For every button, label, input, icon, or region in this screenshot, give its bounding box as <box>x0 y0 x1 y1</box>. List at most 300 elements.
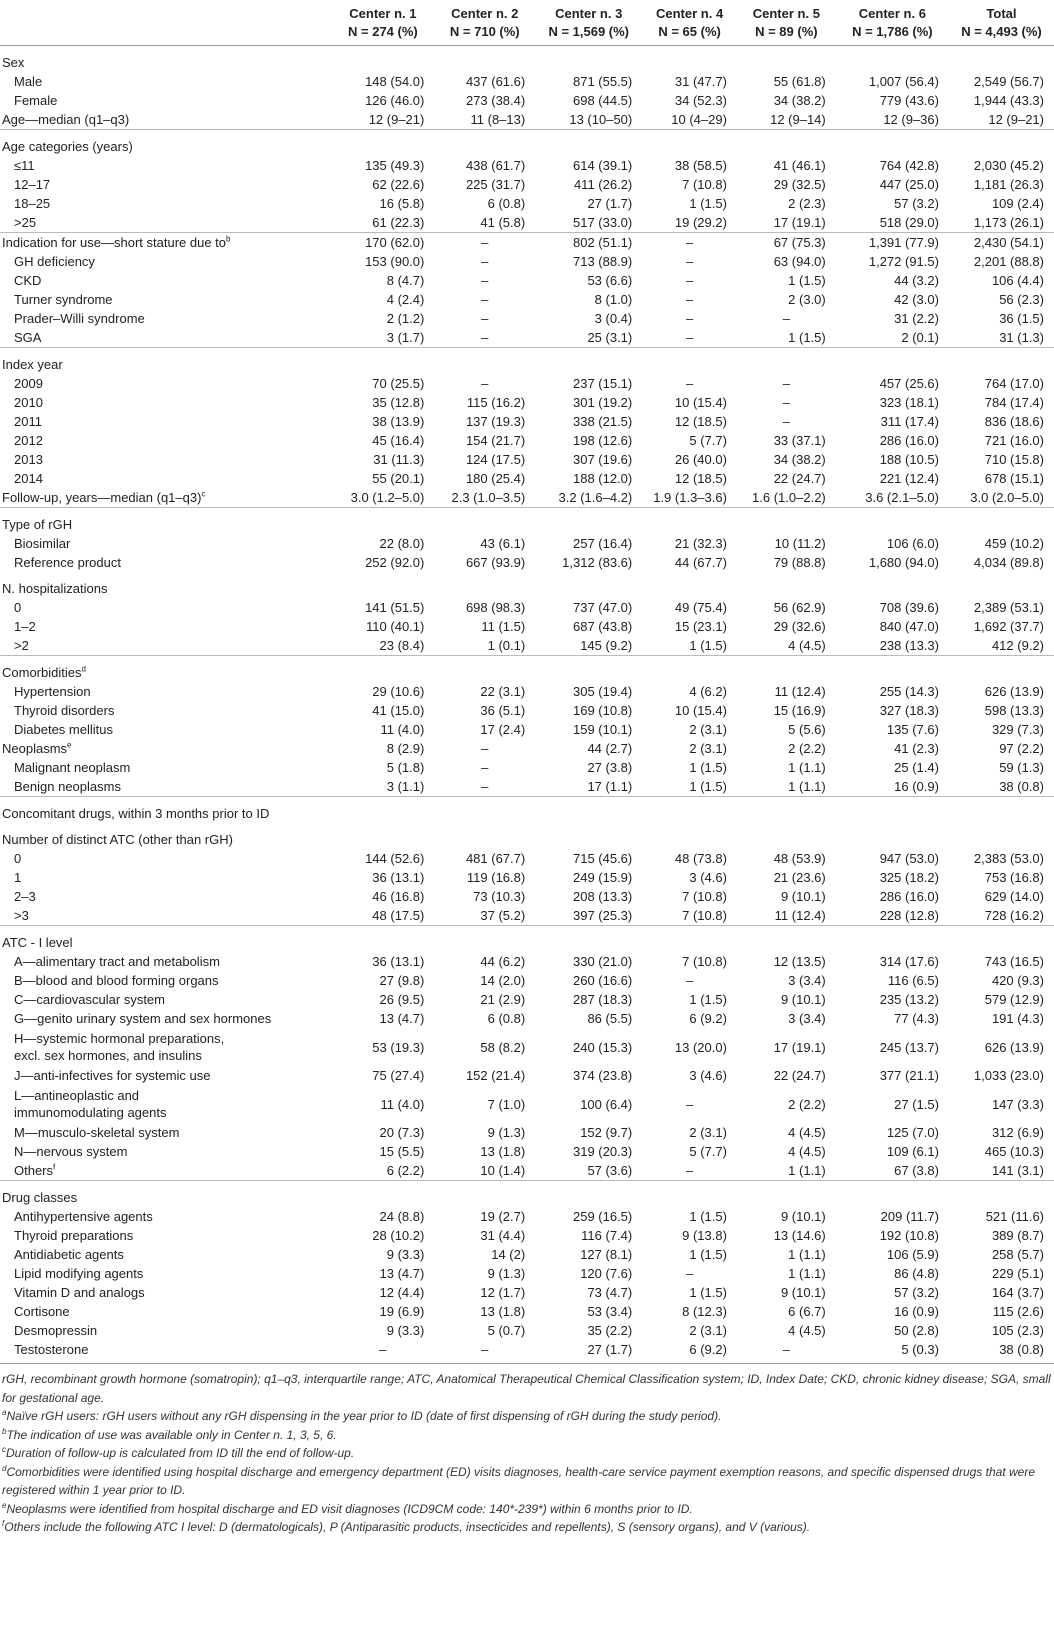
row-label <box>0 868 331 887</box>
table-row <box>0 412 1054 431</box>
row-label <box>0 1340 331 1359</box>
table-row <box>0 309 1054 328</box>
center-cell: 1 (1.5) <box>689 992 727 1007</box>
center-cell: 1 (0.1) <box>487 638 526 653</box>
center-cell: 19 (29.2) <box>674 215 727 230</box>
table-row <box>0 636 1054 656</box>
empty-cell <box>331 572 434 598</box>
center-cell: 2 (2.2) <box>788 1096 826 1112</box>
center-cell: 12 (4.4) <box>379 1285 425 1300</box>
center-cell: – <box>481 311 489 326</box>
total-cell: 329 (7.3) <box>991 722 1044 737</box>
center-cell: 154 (21.7) <box>465 433 526 448</box>
center-cell: 11 (4.0) <box>380 722 425 737</box>
row-label <box>0 233 331 253</box>
footnote-marker: c <box>2 1445 6 1454</box>
header-center-name: Center n. 6 <box>858 6 926 21</box>
table-row <box>0 1264 1054 1283</box>
center-cell: 518 (29.0) <box>879 215 939 230</box>
total-cell: 1,944 (43.3) <box>973 93 1044 108</box>
center-cell: – <box>685 1266 694 1281</box>
table-row <box>0 777 1054 797</box>
table-row <box>0 906 1054 926</box>
row-label-text: Concomitant drugs, within 3 months prior to ID <box>2 805 270 821</box>
center-cell: 9 (10.1) <box>780 889 826 904</box>
center-cell: 116 (7.4) <box>581 1228 633 1243</box>
table-row <box>0 887 1054 906</box>
footnote-marker: e <box>2 1500 7 1510</box>
total-cell: 36 (1.5) <box>999 311 1044 326</box>
total-cell: 2,430 (54.1) <box>949 233 1054 253</box>
footnote-marker: e <box>67 740 72 750</box>
total-cell: 629 (14.0) <box>984 889 1044 904</box>
center-cell: 188 (12.0) <box>572 471 633 486</box>
center-cell: 19 (2.7) <box>480 1209 526 1224</box>
row-label <box>0 1264 331 1283</box>
total-cell: 38 (0.8) <box>999 779 1044 794</box>
center-cell: 779 (43.6) <box>879 93 939 108</box>
center-cell: 153 (90.0) <box>365 254 425 269</box>
table-row <box>0 1142 1054 1161</box>
center-cell: 1 (1.5) <box>689 1209 727 1224</box>
center-cell: 2 (3.1) <box>689 741 727 756</box>
center-cell: 5 (7.7) <box>689 433 727 448</box>
center-cell: 1 (1.5) <box>788 330 826 345</box>
row-label-text: ≤11 <box>14 158 35 173</box>
empty-cell <box>737 926 836 953</box>
center-cell: 15 (16.9) <box>773 703 826 718</box>
row-label-text: 2012 <box>14 433 43 448</box>
row-label <box>0 1066 331 1085</box>
empty-cell <box>434 823 535 849</box>
center-cell: 330 (21.0) <box>572 954 633 969</box>
header-center-name: Center n. 3 <box>555 6 623 21</box>
row-label-text: 0 <box>14 851 22 866</box>
table-row <box>0 393 1054 412</box>
center-cell: 252 (92.0) <box>365 555 425 570</box>
center-cell: – <box>685 1163 694 1178</box>
table-row <box>0 1009 1054 1028</box>
row-label-text: G—genito urinary system and sex hormones <box>14 1011 272 1026</box>
center-cell: 301 (19.2) <box>572 395 633 410</box>
center-cell: 2 (1.2) <box>386 311 425 326</box>
table-row <box>0 488 1054 508</box>
center-cell: 12 (13.5) <box>773 954 826 969</box>
center-cell: 11 (8–13) <box>470 112 526 127</box>
total-cell: 598 (13.3) <box>984 703 1044 718</box>
empty-cell <box>737 508 836 535</box>
row-label <box>0 72 331 91</box>
center-cell: 2 (3.0) <box>788 292 826 307</box>
center-cell: 708 (39.6) <box>879 600 939 615</box>
table-row <box>0 990 1054 1009</box>
center-cell: 7 (1.0) <box>487 1096 526 1112</box>
center-cell: 73 (4.7) <box>587 1285 633 1300</box>
center-cell: 1 (1.1) <box>788 779 826 794</box>
center-cell: 57 (3.2) <box>894 196 939 211</box>
empty-cell <box>535 797 642 824</box>
empty-cell <box>737 1181 836 1208</box>
row-label-text: Thyroid disorders <box>14 703 115 718</box>
center-cell: 314 (17.6) <box>879 954 939 969</box>
row-label <box>0 130 331 157</box>
center-cell: 44 (2.7) <box>587 741 633 756</box>
row-label-text: Benign neoplasms <box>14 779 121 794</box>
total-cell: 412 (9.2) <box>991 638 1044 653</box>
empty-cell <box>535 1181 642 1208</box>
header-center-1 <box>331 0 434 46</box>
center-cell: 16 (0.9) <box>894 1304 939 1319</box>
center-cell: 687 (43.8) <box>572 619 633 634</box>
empty-cell <box>836 656 949 683</box>
center-cell: 7 (10.8) <box>682 889 727 904</box>
center-cell: – <box>782 395 790 410</box>
header-label-cell <box>0 0 331 46</box>
empty-cell <box>535 656 642 683</box>
center-cell: 25 (1.4) <box>894 760 939 775</box>
row-label-text: 2014 <box>14 471 43 486</box>
total-cell: 764 (17.0) <box>984 376 1044 391</box>
row-label <box>0 823 331 849</box>
center-cell: 61 (22.3) <box>372 215 425 230</box>
center-cell: 106 (5.9) <box>886 1247 939 1262</box>
total-cell: 836 (18.6) <box>984 414 1044 429</box>
center-cell: 1,272 (91.5) <box>868 254 939 269</box>
center-cell: 323 (18.1) <box>879 395 939 410</box>
total-cell: 97 (2.2) <box>999 741 1044 756</box>
center-cell: 8 (2.9) <box>386 741 425 756</box>
row-label <box>0 393 331 412</box>
row-label <box>0 777 331 797</box>
center-cell: 16 (0.9) <box>894 779 939 794</box>
center-cell: 27 (1.7) <box>587 196 633 211</box>
row-label-text: 2011 <box>14 414 42 429</box>
empty-cell <box>434 572 535 598</box>
center-cell: 319 (20.3) <box>572 1144 633 1159</box>
center-cell: 667 (93.9) <box>465 555 526 570</box>
footnote-text: Neoplasms were identified from hospital discharge and ED visit diagnoses (ICD9CM code: 140*-239*) within 6 months prior to ID. <box>6 1501 693 1516</box>
total-cell: 420 (9.3) <box>991 973 1044 988</box>
center-cell: 4 (6.2) <box>689 684 727 699</box>
footnote <box>2 1500 1052 1519</box>
center-cell: 698 (44.5) <box>572 93 633 108</box>
row-label <box>0 1321 331 1340</box>
center-cell: 198 (12.6) <box>572 433 633 448</box>
center-cell: 12 (18.5) <box>674 471 727 486</box>
center-cell: 38 (13.9) <box>372 414 425 429</box>
center-cell: 8 (12.3) <box>682 1304 727 1319</box>
table-row <box>0 849 1054 868</box>
center-cell: 17 (1.1) <box>587 779 633 794</box>
row-label-text: H—systemic hormonal preparations, <box>14 1031 225 1046</box>
center-cell: 36 (5.1) <box>480 703 526 718</box>
total-cell: 1,692 (37.7) <box>973 619 1044 634</box>
footnote-marker: a <box>2 1408 7 1417</box>
center-cell: 259 (16.5) <box>572 1209 633 1224</box>
center-cell: 9 (10.1) <box>780 992 826 1007</box>
center-cell: 9 (13.8) <box>682 1228 727 1243</box>
row-label-text: Hypertension <box>14 684 91 699</box>
center-cell: 447 (25.0) <box>879 177 939 192</box>
center-cell: 802 (51.1) <box>535 233 642 253</box>
center-cell: – <box>642 233 737 253</box>
row-label <box>0 1161 331 1181</box>
row-label <box>0 656 331 683</box>
center-cell: 21 (32.3) <box>674 536 727 551</box>
row-label-text: Testosterone <box>14 1342 89 1357</box>
center-cell: 135 (49.3) <box>365 158 425 173</box>
center-cell: 1,312 (83.6) <box>562 555 633 570</box>
center-cell: 15 (5.5) <box>379 1144 425 1159</box>
row-label-text: >2 <box>14 638 29 653</box>
center-cell: – <box>685 330 694 345</box>
header-center-5 <box>737 0 836 46</box>
center-cell: 27 (1.5) <box>894 1096 939 1112</box>
table-row <box>0 1283 1054 1302</box>
header-center-2 <box>434 0 535 46</box>
center-cell: 240 (15.3) <box>572 1039 633 1055</box>
header-center-name: Center n. 4 <box>656 6 724 21</box>
table-row <box>0 971 1054 990</box>
total-cell: 164 (3.7) <box>991 1285 1044 1300</box>
row-label <box>0 598 331 617</box>
table-row <box>0 1066 1054 1085</box>
center-cell: 2 (0.1) <box>901 330 939 345</box>
center-cell: 1 (1.1) <box>788 1266 826 1281</box>
table-row <box>0 701 1054 720</box>
center-cell: 26 (9.5) <box>379 992 425 1007</box>
table-row <box>0 1226 1054 1245</box>
center-cell: 1,007 (56.4) <box>868 74 939 89</box>
center-cell: – <box>782 1342 790 1357</box>
empty-cell <box>737 572 836 598</box>
section-header-row <box>0 348 1054 375</box>
section-header-row <box>0 1181 1054 1208</box>
center-cell: 58 (8.2) <box>480 1039 526 1055</box>
footnote-marker: d <box>2 1463 7 1473</box>
row-label <box>0 701 331 720</box>
center-cell: – <box>685 1096 694 1112</box>
table-row <box>0 1085 1054 1123</box>
center-cell: 249 (15.9) <box>572 870 633 885</box>
row-label-text: 18–25 <box>14 196 51 211</box>
section-header-row <box>0 823 1054 849</box>
center-cell: 9 (3.3) <box>386 1247 425 1262</box>
center-cell: 17 (19.1) <box>773 215 826 230</box>
center-cell: 43 (6.1) <box>480 536 526 551</box>
row-label-text: Prader–Willi syndrome <box>14 311 145 326</box>
row-label-text: CKD <box>14 273 42 288</box>
center-cell: 2 (2.2) <box>788 741 826 756</box>
row-label <box>0 1283 331 1302</box>
center-cell: 5 (7.7) <box>689 1144 727 1159</box>
row-label <box>0 91 331 110</box>
row-label-text: Malignant neoplasm <box>14 760 131 775</box>
row-label-text: 2010 <box>14 395 43 410</box>
footnote <box>2 1463 1052 1500</box>
empty-cell <box>949 572 1054 598</box>
row-label-text: 1–2 <box>14 619 36 634</box>
header-center-name: Center n. 5 <box>752 6 820 21</box>
table-row <box>0 374 1054 393</box>
center-cell: 27 (3.8) <box>587 760 633 775</box>
empty-cell <box>331 508 434 535</box>
center-cell: 44 (6.2) <box>480 954 526 969</box>
center-cell: 228 (12.8) <box>879 908 939 923</box>
row-label-text: L—antineoplastic and <box>14 1088 140 1103</box>
center-cell: – <box>481 1342 489 1357</box>
empty-cell <box>642 130 737 157</box>
row-label <box>0 1226 331 1245</box>
center-cell: 41 (46.1) <box>773 158 826 173</box>
header-center-n: N = 65 (%) <box>658 24 721 39</box>
empty-cell <box>949 130 1054 157</box>
center-cell: 62 (22.6) <box>372 177 425 192</box>
table-row <box>0 252 1054 271</box>
center-cell: 2 (2.3) <box>788 196 826 211</box>
center-cell: 119 (16.8) <box>466 870 526 885</box>
center-cell: 41 (2.3) <box>894 741 939 756</box>
table-row <box>0 598 1054 617</box>
center-cell: 67 (3.8) <box>894 1163 939 1178</box>
row-label-text: Sex <box>2 54 25 70</box>
center-cell: 208 (13.3) <box>572 889 633 904</box>
row-label <box>0 1181 331 1208</box>
empty-cell <box>434 1181 535 1208</box>
row-label-text: Drug classes <box>2 1189 78 1205</box>
row-label-text: B—blood and blood forming organs <box>14 973 219 988</box>
center-cell: 517 (33.0) <box>572 215 633 230</box>
table-row <box>0 233 1054 253</box>
center-cell: 57 (3.6) <box>587 1163 633 1178</box>
center-cell: 22 (3.1) <box>480 684 526 699</box>
center-cell: 235 (13.2) <box>879 992 939 1007</box>
section-header-row <box>0 797 1054 824</box>
total-cell: 258 (5.7) <box>991 1247 1044 1262</box>
total-cell: 3.0 (2.0–5.0) <box>970 490 1044 505</box>
center-cell: 764 (42.8) <box>879 158 939 173</box>
empty-cell <box>949 823 1054 849</box>
center-cell: 137 (19.3) <box>465 414 526 429</box>
row-label-text: Indication for use—short stature due to <box>2 235 227 250</box>
center-cell: 13 (1.8) <box>480 1144 526 1159</box>
row-label <box>0 849 331 868</box>
center-cell: 8 (1.0) <box>594 292 633 307</box>
center-cell: 2 (3.1) <box>689 722 727 737</box>
empty-cell <box>331 130 434 157</box>
row-label <box>0 309 331 328</box>
row-label-text: Type of rGH <box>2 516 73 532</box>
header-row <box>0 0 1054 46</box>
center-cell: 1 (1.5) <box>689 760 727 775</box>
total-cell: 141 (3.1) <box>991 1163 1044 1178</box>
center-cell: 2 (3.1) <box>689 1323 727 1338</box>
row-label-text: M—musculo-skeletal system <box>14 1125 180 1140</box>
center-cell: 21 (23.6) <box>773 870 826 885</box>
center-cell: 124 (17.5) <box>465 452 526 467</box>
row-label-text: 1 <box>14 870 22 885</box>
center-cell: 12 (9–14) <box>770 112 826 127</box>
row-label <box>0 450 331 469</box>
empty-cell <box>949 797 1054 824</box>
row-label <box>0 926 331 953</box>
center-cell: 6 (0.8) <box>487 1011 526 1026</box>
center-cell: – <box>685 311 694 326</box>
center-cell: 10 (11.2) <box>774 536 826 551</box>
center-cell: 48 (73.8) <box>674 851 727 866</box>
row-label-text: Biosimilar <box>14 536 71 551</box>
header-total <box>949 0 1054 46</box>
center-cell: 377 (21.1) <box>879 1068 939 1083</box>
row-label <box>0 1009 331 1028</box>
center-cell: 31 (47.7) <box>674 74 727 89</box>
center-cell: 49 (75.4) <box>674 600 727 615</box>
header-center-name: Total <box>986 6 1017 21</box>
empty-cell <box>642 926 737 953</box>
center-cell: 35 (2.2) <box>587 1323 633 1338</box>
row-label <box>0 636 331 656</box>
row-label-text: Reference product <box>14 555 121 570</box>
center-cell: 10 (15.4) <box>674 395 727 410</box>
center-cell: 24 (8.8) <box>379 1209 425 1224</box>
center-cell: 225 (31.7) <box>465 177 526 192</box>
empty-cell <box>535 130 642 157</box>
center-cell: 55 (61.8) <box>773 74 826 89</box>
center-cell: 31 (11.3) <box>373 452 425 467</box>
row-label-text: >3 <box>14 908 29 923</box>
total-cell: 2,201 (88.8) <box>973 254 1044 269</box>
total-cell: 59 (1.3) <box>999 760 1044 775</box>
table-row <box>0 1302 1054 1321</box>
table-row <box>0 534 1054 553</box>
footnote-text: Others include the following ATC I level: D (dermatologicals), P (Antiparasitic products, insecticides and repellents), S (sensory organs), and V (various). <box>4 1520 811 1534</box>
center-cell: 1.6 (1.0–2.2) <box>752 490 826 505</box>
center-cell: 715 (45.6) <box>572 851 633 866</box>
header-center-n: N = 4,493 (%) <box>961 24 1042 39</box>
center-cell: 35 (12.8) <box>372 395 425 410</box>
center-cell: 3 (0.4) <box>594 311 633 326</box>
table-row <box>0 431 1054 450</box>
total-cell: 743 (16.5) <box>984 954 1044 969</box>
center-cell: 15 (23.1) <box>674 619 727 634</box>
footnote-text: rGH, recombinant growth hormone (somatropin); q1–q3, interquartile range; ATC, Anatomical Therapeutical Chemical Classification system; ID, Index Date; CKD, chronic kidney disease; SGA, small for gestational age. <box>2 1372 1051 1405</box>
center-cell: 125 (7.0) <box>886 1125 939 1140</box>
center-cell: 1.9 (1.3–3.6) <box>653 490 727 505</box>
total-cell: 728 (16.2) <box>984 908 1044 923</box>
footnote <box>2 1518 1052 1537</box>
row-label-text: Age categories (years) <box>2 138 133 154</box>
center-cell: 13 (20.0) <box>674 1039 727 1055</box>
center-cell: 13 (4.7) <box>379 1011 425 1026</box>
center-cell: 116 (6.5) <box>887 973 939 988</box>
center-cell: 2 (3.1) <box>689 1125 727 1140</box>
empty-cell <box>737 130 836 157</box>
empty-cell <box>642 508 737 535</box>
header-center-n: N = 710 (%) <box>449 24 520 39</box>
table-row <box>0 290 1054 309</box>
center-cell: – <box>481 760 489 775</box>
center-cell: 10 (1.4) <box>480 1163 526 1178</box>
center-cell: 73 (10.3) <box>473 889 526 904</box>
total-cell: 312 (6.9) <box>991 1125 1044 1140</box>
center-cell: 34 (52.3) <box>674 93 727 108</box>
row-label-text: J—anti-infectives for systemic use <box>14 1068 211 1083</box>
empty-cell <box>642 46 737 73</box>
row-label <box>0 617 331 636</box>
center-cell: 6 (9.2) <box>689 1011 727 1026</box>
center-cell: 45 (16.4) <box>372 433 425 448</box>
table-row <box>0 1207 1054 1226</box>
